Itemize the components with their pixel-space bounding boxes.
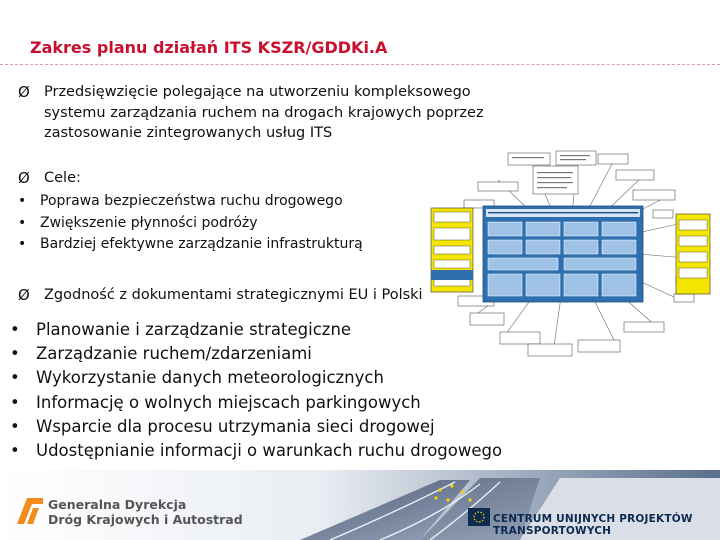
compliance-text: Zarządzanie ruchem/zdarzeniami — [36, 344, 312, 364]
bullet-icon: • — [10, 344, 20, 364]
gddkia-line-1: Generalna Dyrekcja — [48, 497, 187, 512]
goal-text: Poprawa bezpieczeństwa ruchu drogowego — [40, 193, 343, 209]
compliance-heading: Zgodność z dokumentami strategicznymi EU i Polski — [44, 287, 423, 303]
cupt-label: CENTRUM UNIJNYCH PROJEKTÓW TRANSPORTOWYCH — [493, 513, 693, 537]
list-item — [18, 213, 363, 235]
goals-list — [18, 191, 363, 256]
list-item — [18, 191, 363, 213]
list-item — [18, 234, 363, 256]
its-architecture-diagram-image — [428, 148, 713, 360]
bullet-icon: • — [10, 441, 20, 461]
bullet-icon: • — [10, 320, 20, 339]
arrow-bullet-icon: Ø — [18, 286, 30, 304]
goal-text: Zwiększenie płynności podróży — [40, 214, 258, 231]
bullet-icon: • — [18, 214, 27, 231]
goals-heading: Cele: — [44, 170, 81, 186]
intro-line-1: Przedsięwzięcie polegające na utworzeniu kompleksowego — [44, 84, 471, 100]
compliance-text: Informację o wolnych miejscach parkingowych — [36, 392, 421, 412]
compliance-text: Wsparcie dla procesu utrzymania sieci drogowej — [36, 416, 435, 436]
compliance-text: Udostępnianie informacji o warunkach ruchu drogowego — [36, 441, 503, 461]
bullet-icon: • — [18, 236, 27, 252]
bullet-icon: • — [10, 416, 20, 436]
bullet-icon: • — [10, 392, 20, 412]
compliance-heading-row — [18, 285, 423, 306]
intro-line-2: systemu zarządzania ruchem na drogach krajowych poprzez — [44, 104, 484, 121]
intro-line-3: zastosowanie zintegrowanych usług ITS — [44, 125, 333, 141]
goals-heading-row — [18, 168, 81, 189]
arrow-bullet-icon: Ø — [18, 169, 30, 187]
gddkia-name — [48, 497, 243, 527]
title-divider — [0, 64, 720, 65]
compliance-text: Planowanie i zarządzanie strategiczne — [36, 320, 352, 339]
bullet-icon: • — [18, 193, 27, 209]
gddkia-logo-icon — [15, 496, 45, 526]
intro-block — [18, 82, 488, 144]
list-item — [8, 439, 502, 463]
slide-title: Zakres planu działań ITS KSZR/GDDKi.A — [30, 38, 388, 57]
cupt-logo-icon — [468, 508, 490, 526]
goal-text: Bardziej efektywne zarządzanie infrastrukturą — [40, 236, 363, 252]
list-item — [8, 391, 502, 415]
bullet-icon: • — [10, 368, 20, 388]
gddkia-line-2: Dróg Krajowych i Autostrad — [48, 512, 243, 527]
list-item — [8, 415, 502, 439]
arrow-bullet-icon: Ø — [18, 83, 30, 101]
compliance-text: Wykorzystanie danych meteorologicznych — [36, 368, 384, 388]
list-item — [8, 366, 502, 390]
